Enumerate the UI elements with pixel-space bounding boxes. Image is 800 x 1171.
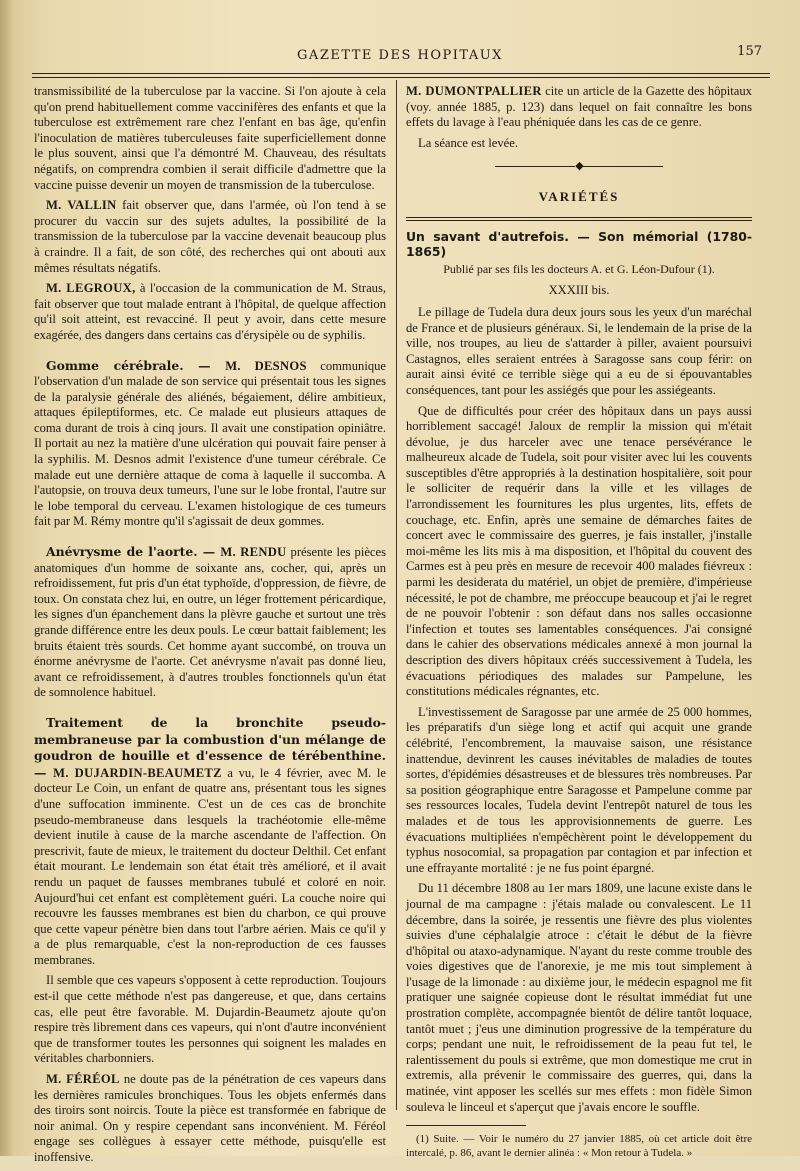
right-column <box>406 84 752 1165</box>
section-heading: Anévrysme de l'aorte. — <box>46 544 221 560</box>
ornament-divider: ◆ <box>406 159 752 175</box>
paragraph-text: cite un article de la Gazette des hôpitaux (voy. année 1885, p. 123) dans lequel on fait connaître les bons effets du lavage à l'eau phéniquée dans les cas de ce genre. <box>406 84 752 130</box>
footnote-rule <box>406 1125 526 1126</box>
speaker-name: M. DESNOS <box>225 358 307 373</box>
page-header <box>30 40 770 68</box>
paragraph-text: communique l'observation d'un malade de son service qui présentait tous les signes de la paralysie générale des aliénés, bégaiement, délire ambitieux, attaques épileptiformes, etc. Ce malade eut plusieurs attaques de coma durant de trois à cinq jours. Il avait une constipation opiniâtre. Il portait au nez la matière d'une ulcération qui pouvait faire penser à la syphilis. M. Desnos admit l'existence d'une tumeur cérébrale. Ce malade eut une dernière attaque de coma à laquelle il succomba. A l'autopsie, on trouva deux tumeurs, l'une sur le lobe frontal, l'autre sur le lobe temporal du cerveau. L'examen histologique de ces tumeurs fait par M. Rémy montre qu'il s'agissait de deux gommes. <box>34 358 386 529</box>
speaker-name: M. DUMONTPALLIER <box>406 84 542 98</box>
paragraph-text: a vu, le 4 février, avec M. le docteur Le Coin, un enfant de quatre ans, présentant tous les signes d'une suffocation imminente. C'est un de ces cas de bronchite pseudo-membraneuse dans lesquels la trachéotomie elle-même devient inutile à cause de la marche ascendante de l'affection. On prescrivit, faute de mieux, le traitement du docteur Delthil. Cet enfant était mourant. Le lendemain son état était très amélioré, et il avait rendu un paquet de fausses membranes tubulé et coloré en noir. Aujourd'hui cet enfant est complètement guéri. La couche noire qui recouvre les fausses membranes est bien du charbon, ce qui prouve que cette vapeur pénètre bien dans tout l'arbre aérien. Mais ce qu'il y a de plus remarquable, c'est la non-reproduction de ces fausses membranes. <box>34 765 386 967</box>
article-byline: Publié par ses fils les docteurs A. et G. Léon-Dufour (1). <box>443 261 715 276</box>
section-heading: Traitement de la bronchite pseudo-membraneuse par la combustion d'un mélange de goudron de houille et d'essence de térébenthine. — <box>34 714 386 780</box>
speaker-name: M. RENDU <box>220 545 287 560</box>
paragraph <box>34 1072 386 1166</box>
chapter-number: XXXIII bis. <box>548 283 610 298</box>
paragraph <box>34 198 386 276</box>
speaker-name: M. VALLIN <box>46 198 117 213</box>
paragraph: Que de difficultés pour créer des hôpitaux dans un pays aussi horriblement saccagé! Jaloux de remplir la mission qui m'était dévolue, je dus harceler avec une tenace persévérance le malheureux alcade de Tudela, soit pour visiter avec lui les couvents susceptibles d'être appropriés à la destination hospitalière, soit pour le solliciter de requérir dans la ville et les villages de l'arrondissement les fournitures les plus urgentes, lits, effets de couchage, etc. Enfin, après une semaine de démarches faites de concert avec le commissaire des guerres, je fais installer, j'installe moi-même les lits mis à ma disposition, et l'hôpital du couvent des Carmes est à peu près en mesure de recevoir 400 malades fiévreux : parmi les desiderata du matériel, un objet de première, d'impérieuse nécessité, le pot de chambre, me préoccupe beaucoup et j'ai le regret de ne pouvoir l'obtenir : son défaut dans nos salles occasionne l'infection et toutes ses lamentables conséquences. J'ai consigné dans le cahier des observations médicales annexé à mon journal la description des divers hôpitaux créés successivement à Tudela, les évacuations périodiques des malades sur Pampelune, les constitutions médicales régnantes, etc. <box>406 403 752 699</box>
journal-title: GAZETTE DES HOPITAUX <box>297 48 503 63</box>
article-title: Un savant d'autrefois. — Son mémorial (1780-1865) <box>406 228 752 260</box>
footnote: (1) Suite. — Voir le numéro du 27 janvier 1885, où cet article doit être intercalé, p. 86, avant le dernier alinéa : « Mon retour à Tudela. » <box>406 1133 752 1160</box>
speaker-name: M. DUJARDIN-BEAUMETZ <box>53 765 222 780</box>
section-anevrysme <box>34 544 386 701</box>
left-column <box>34 84 386 1171</box>
speaker-name: M. FÉRÉOL <box>46 1072 120 1087</box>
section-rule <box>406 217 752 221</box>
paragraph <box>406 84 752 131</box>
paragraph: La séance est levée. <box>418 135 518 150</box>
section-heading: Gomme cérébrale. — <box>46 357 226 373</box>
paragraph <box>34 281 386 343</box>
paragraph-text: ne doute pas de la pénétration de ces vapeurs dans les dernières ramicules bronchiques. Tous les objets enfermés dans des tiroirs sont noircis. Toute la pièce est transformée en fabrique de noir animal. On y respire cependant sans inconvénient. M. Féréol engage ses collègues à essayer cette méthode, puisqu'elle est inoffensive. <box>34 1072 386 1164</box>
column-divider <box>396 80 397 1110</box>
section-bronchite <box>34 715 386 969</box>
paragraph: transmissibilité de la tuberculose par la vaccine. Si l'on ajoute à cela qu'on prend habituellement comme vaccinifères des enfants et que la tuberculose est extrêmement rare chez l'enfant en bas âge, qu'enfin l'inoculation de matières tuberculeuses faite superficiellement donne le plus souvent, ainsi que l'a démontré M. Chauveau, des résultats négatifs, on comprendra combien il serait difficile d'admettre que la vaccine puisse devenir un moyen de transmission de la tuberculose. <box>34 84 386 192</box>
section-title-varietes: VARIÉTÉS <box>538 188 620 204</box>
paragraph-text: à l'occasion de la communication de M. Straus, fait observer que tout malade entrant à l'hôpital, de quelque affection qu'il soit atteint, est revacciné. Il peut y avoir, dans cette mesure exagérée, des dangers dans certains cas d'érysipèle ou de syphilis. <box>34 281 386 342</box>
paragraph: Du 11 décembre 1808 au 1er mars 1809, une lacune existe dans le journal de ma campagne : j'étais malade ou convalescent. Le 11 décembre, dans la soirée, je ressentis une fièvre des plus violentes suivies d'une céphalalgie atroce : c'était le début de la fièvre d'hôpital ou ataxo-adynamique. N'ayant du reste comme trouble des voies digestives que de l'anorexie, je me mis tout simplement à l'usage de la limonade : au dixième jour, le médecin espagnol me fit pratiquer une saignée copieuse dont le résultat immédiat fut une prostration complète, accompagnée bientôt de délire tantôt loquace, tantôt muet ; j'eus une diminution progressive de la température du corps; pendant une nuit, le refroidissement de la peau fut tel, le ralentissement du pouls si extrême, que mon domestique me crut in extremis, alla prévenir le commissaire des guerres, qui, dans la matinée, vint apposer les scellés sur mes effets : mon fidèle Simon souleva le linceul et s'aperçut que j'avais encore le souffle. <box>406 881 752 1114</box>
paragraph-text: fait observer que, dans l'armée, où l'on tend à se procurer du vaccin sur des sujets adultes, la possibilité de la transmission de la tuberculose par la vaccine devenait beaucoup plus à craindre. Il a fait, de son côté, des recherches qui ont abouti aux mêmes résultats négatifs. <box>34 198 386 275</box>
paragraph: L'investissement de Saragosse par une armée de 25 000 hommes, les préparatifs d'un siège long et actif qui acquit une grande célébrité, l'encombrement, la mauvaise saison, une résistance inattendue, devinrent les causes inévitables de maladies de toutes sortes, d'épidémies désastreuses et de blessures très nombreuses. Par sa position géographique entre Saragosse et Pampelune comme par ses ressources locales, Tudela devint l'entrepôt naturel de tous les malades et de tous les approvisionnements de guerre. Les évacuations multipliées n'empêchèrent point le développement du typhus nosocomial, sa propagation par contagion et par infection et une effrayante mortalité : je ne fus point épargné. <box>406 704 752 875</box>
section-gomme <box>34 358 386 531</box>
page-number: 157 <box>737 44 762 59</box>
paragraph: Le pillage de Tudela dura deux jours sous les yeux d'un maréchal de France et de plusieurs généraux. Si, le lendemain de la prise de la ville, nos troupes, au lieu de s'attarder à piller, avaient poursuivi Castagnos, elles seraient entrées à Saragosse sans coup férir: on aurait ainsi évité ce terrible siège qui a eu de si épouvantables conséquences, tant pour les assiégés que pour les assiégeants. <box>406 304 752 397</box>
speaker-name: M. LEGROUX, <box>46 281 136 296</box>
header-rule <box>32 73 770 78</box>
page-fold-shadow <box>0 0 14 1156</box>
paragraph: Il semble que ces vapeurs s'opposent à cette reproduction. Toujours est-il que cette méthode n'est pas dangereuse, et que, dans certains cas, elle peut être favorable. M. Dujardin-Beaumetz ajoute qu'on respire très librement dans ces vapeurs, qui n'ont d'autre inconvénient que de transformer toutes les personnes qui soignent les malades en véritables charbonniers. <box>34 973 386 1066</box>
paragraph-text: présente les pièces anatomiques d'un homme de soixante ans, cocher, qui, après un refroidissement, fut pris d'un état typhoïde, d'oppression, de fièvre, de toux. On constata chez lui, en outre, un léger frottement péricardique, les signes d'un épanchement dans la plèvre gauche et surtout une très grande différence entre les deux pouls. Le cœur battait faiblement; les bruits étaient très sourds. Cet homme ayant succombé, on trouva un énorme anévrysme de l'aorte. Cet anévrysme n'avait pas donné lieu, avant ce refroidissement, à d'autres troubles fonctionnels qu'un état de somnolence habituel. <box>34 545 387 700</box>
